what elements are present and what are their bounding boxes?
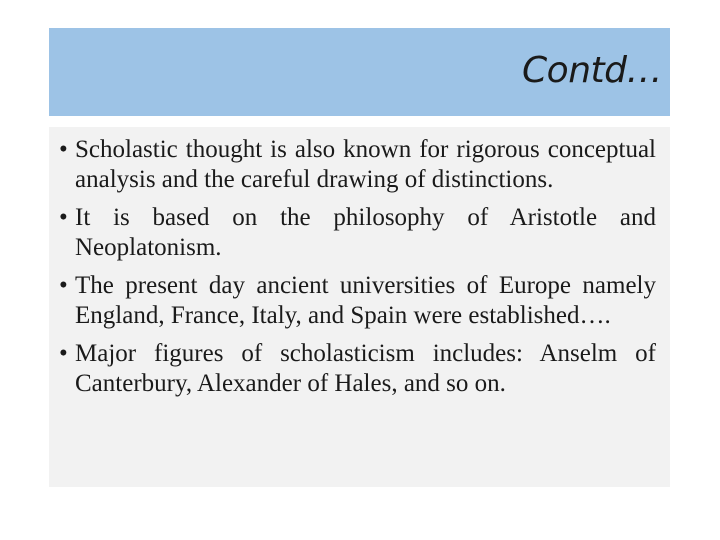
bullet-dot-icon: • [59, 340, 68, 367]
slide-title: Contd… [522, 50, 662, 91]
content-box [49, 127, 670, 487]
bullet-dot-icon: • [59, 204, 68, 231]
bullet-text: The present day ancient universities of Europe namely England, France, Italy, and Spain were established…. [75, 272, 656, 329]
bullet-text: Major figures of scholasticism includes: Anselm of Canterbury, Alexander of Hales, and so on. [75, 340, 656, 397]
bullet-item [59, 203, 656, 263]
bullet-item [59, 271, 656, 331]
bullet-text: It is based on the philosophy of Aristotle and Neoplatonism. [75, 204, 656, 261]
title-bar [49, 28, 670, 116]
bullet-list [59, 135, 656, 407]
bullet-item [59, 339, 656, 399]
bullet-text: Scholastic thought is also known for rigorous conceptual analysis and the careful drawing of distinctions. [75, 136, 656, 193]
bullet-dot-icon: • [59, 136, 68, 163]
bullet-item [59, 135, 656, 195]
bullet-dot-icon: • [59, 272, 68, 299]
